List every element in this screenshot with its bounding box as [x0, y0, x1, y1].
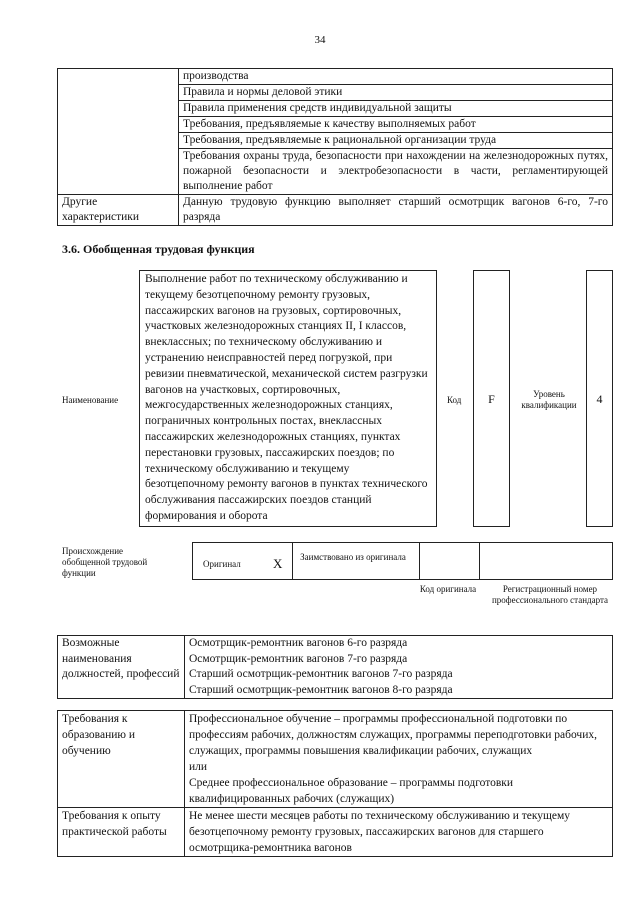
knowledge-line: Требования охраны труда, безопасности при нахождении на железнодорожных путях, пожарной безопасности и электробезопасности в части, регламентирующей выполнение работ [179, 149, 613, 195]
position-item: Старший осмотрщик-ремонтник вагонов 8-го разряда [189, 683, 453, 696]
education-label: Требования к образованию и обучению [58, 711, 185, 808]
origin-divider [419, 543, 420, 579]
origin-divider [479, 543, 480, 579]
top-requirements-table [57, 68, 613, 226]
experience-text: Не менее шести месяцев работы по техническому обслуживанию и текущему безотцепочному ремонту грузовых, пассажирских вагонов для старшего осмотрщика-ремонтника вагонов [185, 808, 613, 857]
empty-label-cell [58, 69, 179, 195]
education-text-2: Среднее профессиональное образование – программы подготовки квалифицированных рабочих (служащих) [189, 777, 514, 805]
knowledge-line: Правила применения средств индивидуальной защиты [179, 101, 613, 117]
function-name-box [139, 270, 437, 527]
original-label: Оригинал [203, 559, 241, 569]
requirements-table [57, 710, 613, 857]
function-name-text: Выполнение работ по техническому обслуживанию и текущему безотцепочному ремонту грузовых, пассажирских вагонов на грузовых, сортировочных, участковых железнодорожных станциях II, I классов, внеклассных; по техническому обслуживанию и устранению неисправностей перед погрузкой, при ревизии пневматической, механической систем разгрузки вагонов на участковых, сортировочных, межгосударственных железнодорожных станциях, пограничных контрольных постах, внеклассных пассажирских железнодорожных станциях, пунктах перестановки грузовых, пассажирских поездов; по техническому обслуживанию и текущему безотцепочному ремонту вагонов в пунктах технического обслуживания пассажирских поездов станций формирования и оборота [145, 273, 428, 522]
code-caption: Код оригинала [419, 584, 477, 594]
other-characteristics-text: Данную трудовую функцию выполняет старший осмотрщик вагонов 6-го, 7-го разряда [179, 195, 613, 226]
origin-box [192, 542, 613, 580]
code-value-box [473, 270, 510, 527]
position-item: Осмотрщик-ремонтник вагонов 7-го разряда [189, 652, 408, 665]
knowledge-line: Правила и нормы деловой этики [179, 85, 613, 101]
positions-table [57, 635, 613, 699]
code-value: F [488, 392, 495, 406]
borrowed-label: Заимствовано из оригинала [300, 552, 406, 562]
knowledge-line: Требования, предъявляемые к рациональной организации труда [179, 133, 613, 149]
other-characteristics-label: Другие характеристики [58, 195, 179, 226]
level-value: 4 [596, 392, 603, 406]
education-or: или [189, 761, 208, 773]
original-mark: X [273, 556, 283, 571]
positions-list [185, 636, 613, 699]
knowledge-line: Требования, предъявляемые к качеству выполняемых работ [179, 117, 613, 133]
level-value-box [586, 270, 613, 527]
section-heading: 3.6. Обобщенная трудовая функция [62, 242, 255, 256]
experience-label: Требования к опыту практической работы [58, 808, 185, 857]
page-number: 34 [314, 34, 326, 46]
knowledge-line: производства [179, 69, 613, 85]
origin-divider [292, 543, 293, 579]
education-text-1: Профессиональное обучение – программы профессиональной подготовки по профессиям рабочих, должностям служащих, программы переподготовки рабочих, служащих, программы повышения квалификации рабочих, служащих [189, 713, 597, 757]
level-label: Уровень квалификации [521, 389, 577, 410]
education-text [185, 711, 613, 808]
name-label: Наименование [62, 395, 119, 405]
position-item: Осмотрщик-ремонтник вагонов 6-го разряда [189, 637, 408, 649]
origin-label: Происхождение обобщенной трудовой функции [62, 546, 148, 578]
code-label: Код [447, 395, 462, 405]
reg-caption: Регистрационный номер профессионального стандарта [491, 584, 609, 605]
positions-label: Возможные наименования должностей, профессий [58, 636, 185, 699]
position-item: Старший осмотрщик-ремонтник вагонов 7-го разряда [189, 668, 453, 680]
